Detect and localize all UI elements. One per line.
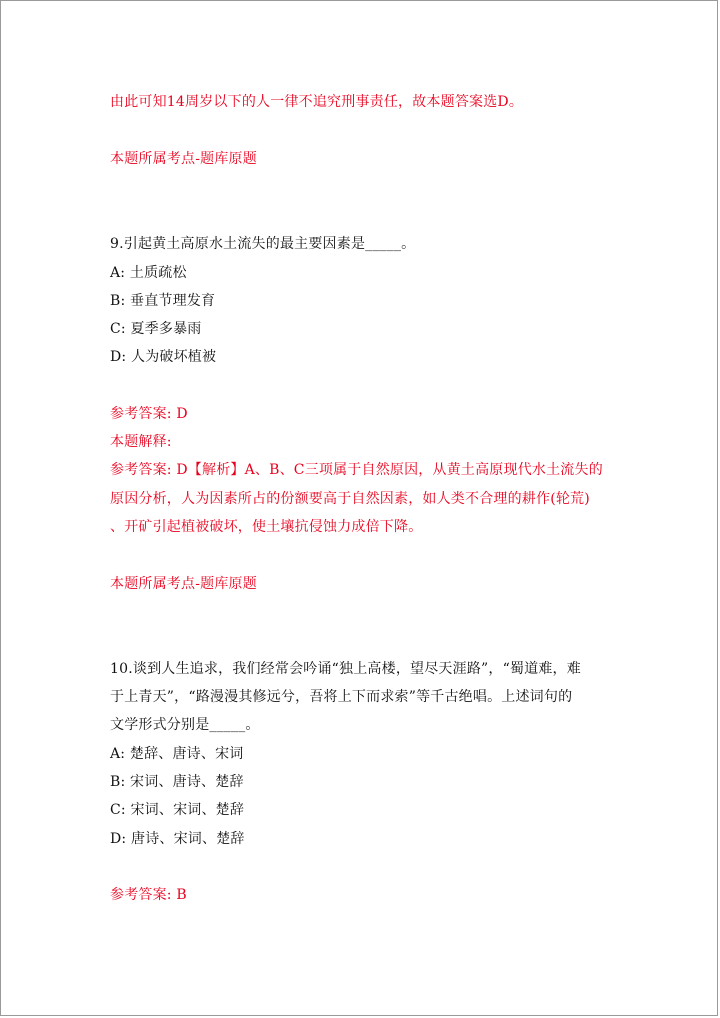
q10-option-a: A: 楚辞、唐诗、宋词 — [110, 746, 244, 762]
q9-explanation-line-3: 、开矿引起植被破坏，使土壤抗侵蚀力成倍下降。 — [110, 519, 423, 535]
q9-option-a: A: 土质疏松 — [110, 265, 187, 281]
q10-stem-line-2: 于上青天”，“路漫漫其修远兮，吾将上下而求索”等千古绝唱。上述词句的 — [110, 689, 573, 705]
q9-stem: 9.引起黄土高原水土流失的最主要因素是_____。 — [110, 236, 416, 252]
q10-stem-line-3: 文学形式分别是_____。 — [110, 717, 260, 733]
q9-option-b: B: 垂直节理发育 — [110, 293, 216, 309]
q9-source: 本题所属考点-题库原题 — [110, 576, 257, 592]
prev-question-source: 本题所属考点-题库原题 — [110, 151, 257, 167]
q10-option-c: C: 宋词、宋词、楚辞 — [110, 802, 245, 818]
q9-explanation-label: 本题解释: — [110, 434, 172, 450]
q9-explanation-line-1: 参考答案: D【解析】A、B、C三项属于自然原因，从黄土高原现代水土流失的 — [110, 462, 603, 478]
q9-option-c: C: 夏季多暴雨 — [110, 321, 202, 337]
prev-explanation-tail: 由此可知14周岁以下的人一律不追究刑事责任，故本题答案选D。 — [110, 94, 524, 110]
q10-stem-line-1: 10.谈到人生追求，我们经常会吟诵“独上高楼，望尽天涯路”，“蜀道难，难 — [110, 661, 581, 677]
q9-option-d: D: 人为破坏植被 — [110, 349, 217, 365]
q9-answer: 参考答案: D — [110, 406, 188, 422]
q10-option-b: B: 宋词、唐诗、楚辞 — [110, 774, 244, 790]
q9-explanation-line-2: 原因分析，人为因素所占的份额要高于自然因素，如人类不合理的耕作(轮荒) — [110, 491, 590, 507]
q10-answer: 参考答案: B — [110, 887, 187, 903]
q10-option-d: D: 唐诗、宋词、楚辞 — [110, 831, 245, 847]
